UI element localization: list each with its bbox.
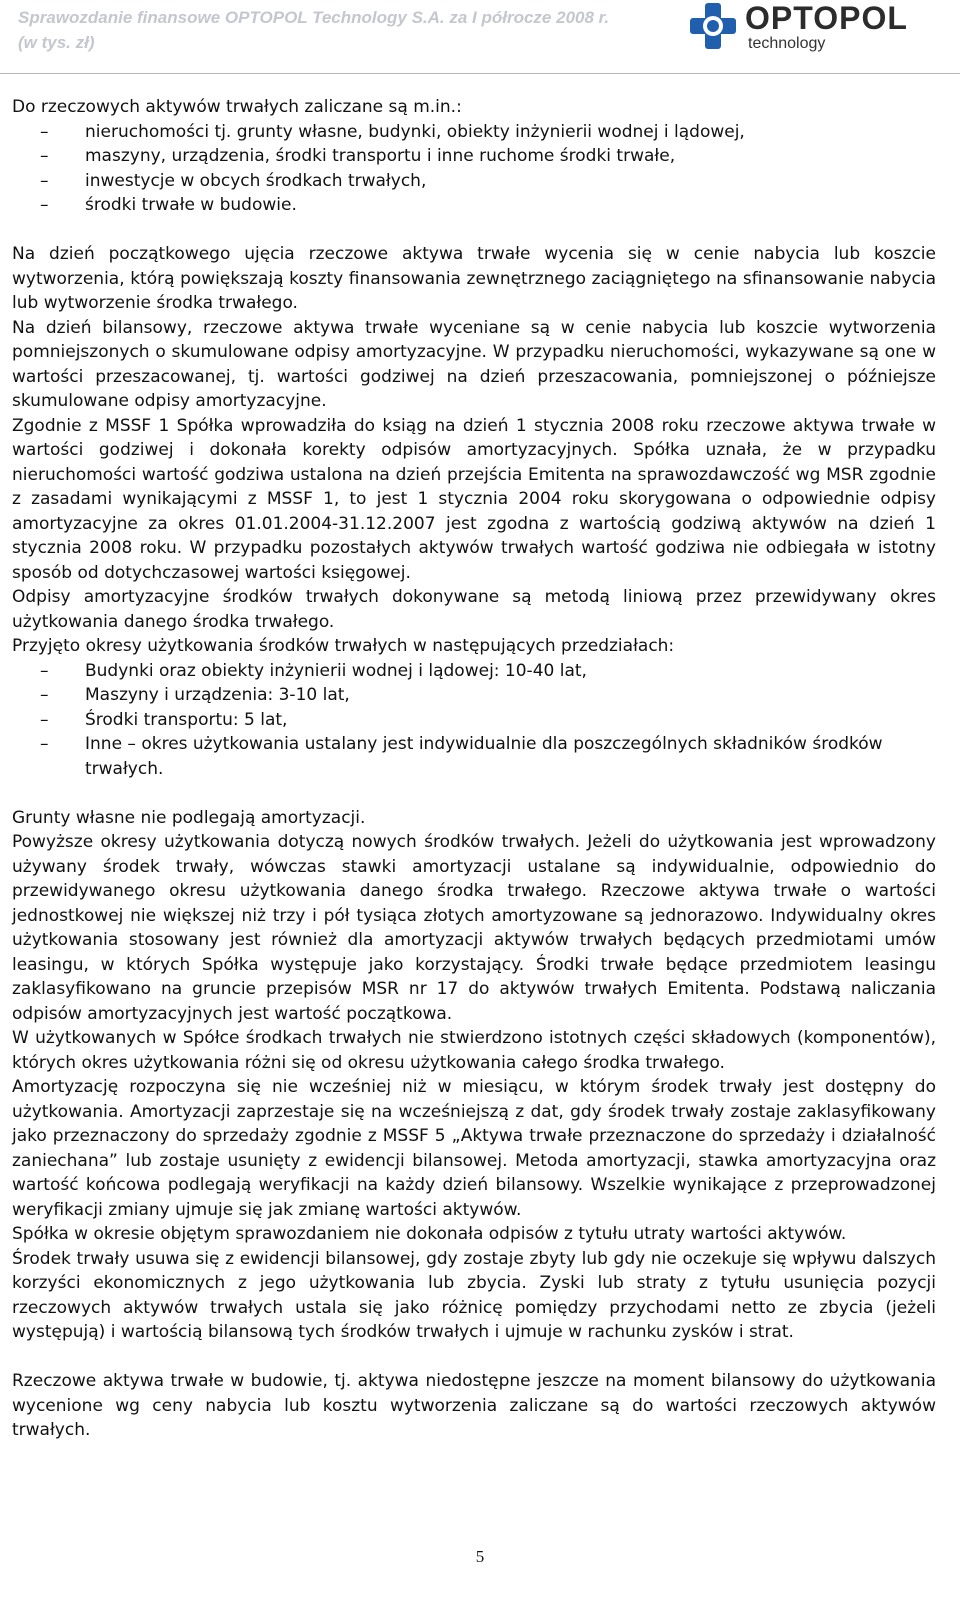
- list-item: [12, 144, 936, 169]
- closing-paragraph: Rzeczowe aktywa trwałe w budowie, tj. aktywa niedostępne jeszcze na moment bilansowy do użytkowania wycenione wg ceny nabycia lub kosztu wytworzenia zaliczane są do wartości rzeczowych aktywów trwałych.: [12, 1371, 936, 1440]
- list-item: [12, 683, 936, 708]
- dash-marker: –: [40, 146, 49, 166]
- list-item-text: Budynki oraz obiekty inżynierii wodnej i lądowej: 10-40 lat,: [85, 660, 587, 681]
- list-item-text: środki trwałe w budowie.: [85, 195, 297, 215]
- dash-marker: –: [40, 709, 49, 730]
- paragraph: Grunty własne nie podlegają amortyzacji.: [12, 807, 366, 828]
- document-title-line: Sprawozdanie finansowe OPTOPOL Technology S.A. za I półrocze 2008 r.: [18, 8, 610, 27]
- logo-wordmark: OPTOPOL: [745, 0, 908, 36]
- dash-marker: –: [40, 734, 49, 754]
- list-item-text: Maszyny i urządzenia: 3-10 lat,: [85, 685, 350, 705]
- paragraph: Amortyzację rozpoczyna się nie wcześniej niż w miesiącu, w którym środek trwały jest dostępny do użytkowania. Amortyzacji zaprzestaje się na wcześniejszą z dat, gdy środek trwały zostaje zaklasyfikowany jako przeznaczony do sprzedaży zgodnie z MSSF 5 „Aktywa trwałe przeznaczone do sprzedaży i działalność zaniechana” lub zostaje usunięty z ewidencji bilansowej. Metoda amortyzacji, stawka amortyzacyjna oraz wartość końcowa podlegają weryfikacji na każdy dzień bilansowy. Wszelkie wynikające z przeprowadzonej weryfikacji zmiany ujmuje się jak zmianę wartości aktywów.: [12, 1077, 936, 1220]
- list-item-text: maszyny, urządzenia, środki transportu i inne ruchome środki trwałe,: [85, 146, 676, 166]
- dash-marker: –: [40, 685, 49, 705]
- dash-marker: –: [40, 121, 49, 142]
- header-divider: [0, 73, 960, 74]
- optopol-logo: [690, 0, 940, 55]
- dash-marker: –: [40, 170, 49, 191]
- list-item: [12, 120, 936, 145]
- list-item: [12, 659, 936, 684]
- document-title: [18, 5, 658, 55]
- paragraph: Spółka w okresie objętym sprawozdaniem nie dokonała odpisów z tytułu utraty wartości aktywów.: [12, 1224, 847, 1244]
- list-item: [12, 169, 936, 194]
- page-number: 5: [475, 1547, 485, 1566]
- asset-list-intro: Do rzeczowych aktywów trwałych zaliczane są m.in.:: [12, 97, 462, 117]
- list-item: [12, 708, 936, 733]
- document-title-unit: (w tys. zł): [18, 33, 95, 52]
- paragraph: Na dzień bilansowy, rzeczowe aktywa trwałe wyceniane są w cenie nabycia lub koszcie wytworzenia pomniejszonych o skumulowane odpisy amortyzacyjne. W przypadku nieruchomości, wykazywane są one w wartości przeszacowanej, tj. wartości godziwej na dzień przeszacowania, pomniejszonej o późniejsze skumulowane odpisy amortyzacyjne.: [12, 317, 936, 411]
- paragraph: Przyjęto okresy użytkowania środków trwałych w następujących przedziałach:: [12, 636, 675, 656]
- paragraph-gap: [12, 781, 936, 806]
- paragraph: Środek trwały usuwa się z ewidencji bilansowej, gdy zostaje zbyty lub gdy nie oczekuje się wpływu dalszych korzyści ekonomicznych z jego użytkowania lub zbycia. Zyski lub straty z tytułu usunięcia pozycji rzeczowych aktywów trwałych ustala się jako różnicę pomiędzy przychodami netto ze zbycia (jeżeli występują) i wartością bilansową tych środków trwałych i ujmuje w rachunku zysków i strat.: [12, 1248, 936, 1342]
- paragraph: W użytkowanych w Spółce środkach trwałych nie stwierdzono istotnych części składowych (komponentów), których okres użytkowania różni się od okresu użytkowania całego środka trwałego.: [12, 1028, 936, 1073]
- paragraph: Na dzień początkowego ujęcia rzeczowe aktywa trwałe wycenia się w cenie nabycia lub koszcie wytworzenia, którą powiększają koszty finansowania zewnętrznego zaciągniętego na sfinansowanie nabycia lub wytworzenie środka trwałego.: [12, 244, 936, 313]
- paragraph: Zgodnie z MSSF 1 Spółka wprowadziła do ksiąg na dzień 1 stycznia 2008 roku rzeczowe aktywa trwałe w wartości godziwej i dokonała korekty odpisów amortyzacyjnych. Spółka uznała, że w przypadku nieruchomości wartość godziwa ustalona na dzień przejścia Emitenta na sprawozdawczość wg MSR zgodnie z zasadami wynikającymi z MSSF 1, to jest 1 stycznia 2004 roku skorygowana o odpowiednie odpisy amortyzacyjne za okres 01.01.2004-31.12.2007 jest zgodna z wartością godziwą aktywów na dzień 1 stycznia 2008 roku. W przypadku pozostałych aktywów trwałych wartość godziwa nie odbiegała w istotny sposób od dotychczasowej wartości księgowej.: [12, 415, 936, 583]
- useful-life-list: [12, 659, 936, 782]
- paragraph: Odpisy amortyzacyjne środków trwałych dokonywane są metodą liniową przez przewidywany okres użytkowania danego środka trwałego.: [12, 587, 936, 632]
- list-item: [12, 732, 936, 781]
- paragraph-gap: [12, 1345, 936, 1370]
- document-body: [12, 95, 936, 1443]
- logo-subtitle: technology: [748, 35, 826, 52]
- list-item-text: Inne – okres użytkowania ustalany jest indywidualnie dla poszczególnych składników środków trwałych.: [85, 734, 883, 779]
- dash-marker: –: [40, 195, 49, 215]
- paragraph-gap: [12, 218, 936, 243]
- page-header: [0, 0, 960, 76]
- asset-type-list: [12, 120, 936, 218]
- paragraph: Powyższe okresy użytkowania dotyczą nowych środków trwałych. Jeżeli do użytkowania jest wprowadzony używany środek trwały, wówczas stawki amortyzacji ustalane są indywidualnie, odpowiednio do przewidywanego okresu użytkowania danego środka trwałego. Rzeczowe aktywa trwałe o wartości jednostkowej nie większej niż trzy i pół tysiąca złotych amortyzowane są jednorazowo. Indywidualny okres użytkowania stosowany jest również dla amortyzacji aktywów trwałych będących przedmiotami umów leasingu, w których Spółka występuje jako korzystający. Środki trwałe będące przedmiotem leasingu zaklasyfikowano na gruncie przepisów MSR nr 17 do aktywów trwałych Emitenta. Podstawą naliczania odpisów amortyzacyjnych jest wartość początkowa.: [12, 832, 936, 1024]
- list-item: [12, 193, 936, 218]
- dash-marker: –: [40, 660, 49, 681]
- list-item-text: Środki transportu: 5 lat,: [85, 709, 288, 730]
- optopol-logo-icon: [690, 3, 736, 49]
- list-item-text: nieruchomości tj. grunty własne, budynki, obiekty inżynierii wodnej i lądowej,: [85, 121, 745, 142]
- list-item-text: inwestycje w obcych środkach trwałych,: [85, 170, 427, 191]
